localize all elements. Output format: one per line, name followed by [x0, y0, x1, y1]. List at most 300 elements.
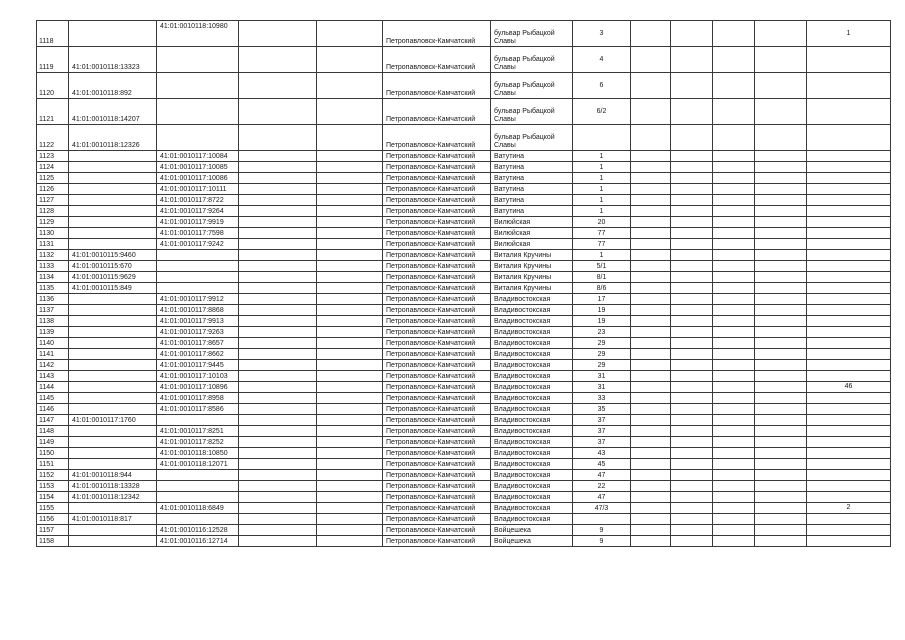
cadastral-number-cell: [69, 162, 157, 173]
empty-cell: [755, 99, 807, 125]
street-cell: Ватутина: [491, 151, 573, 162]
house-number-cell: 19: [573, 305, 631, 316]
cadastral-number-cell: [69, 426, 157, 437]
empty-cell: [631, 481, 671, 492]
city-cell: Петропавловск-Камчатский: [383, 448, 491, 459]
empty-cell: [317, 217, 383, 228]
empty-cell: [671, 437, 713, 448]
empty-cell: [239, 492, 317, 503]
empty-cell: [631, 393, 671, 404]
building-cadastral-number-cell: 41:01:0010117:8662: [157, 349, 239, 360]
table-row: [37, 360, 891, 371]
empty-cell: [713, 481, 755, 492]
empty-cell: [239, 239, 317, 250]
cadastral-number-cell: [69, 294, 157, 305]
street-cell: Виталия Кручины: [491, 261, 573, 272]
empty-cell: [755, 283, 807, 294]
empty-cell: [239, 437, 317, 448]
empty-cell: [755, 525, 807, 536]
row-number-cell: 1130: [37, 228, 69, 239]
street-cell: Владивостокская: [491, 327, 573, 338]
empty-cell: [713, 195, 755, 206]
empty-cell: [631, 459, 671, 470]
empty-cell: [755, 125, 807, 151]
street-cell: Владивостокская: [491, 404, 573, 415]
street-cell: бульвар Рыбацкой Славы: [491, 21, 573, 47]
empty-cell: [713, 426, 755, 437]
empty-cell: [317, 393, 383, 404]
street-cell: Владивостокская: [491, 305, 573, 316]
empty-cell: [631, 492, 671, 503]
table-row: [37, 125, 891, 151]
building-cadastral-number-cell: 41:01:0010117:8586: [157, 404, 239, 415]
empty-cell: [755, 393, 807, 404]
row-number-cell: 1125: [37, 173, 69, 184]
cadastral-number-cell: [69, 525, 157, 536]
row-number-cell: 1140: [37, 338, 69, 349]
building-cadastral-number-cell: 41:01:0010117:10084: [157, 151, 239, 162]
empty-cell: [239, 272, 317, 283]
house-number-cell: 47: [573, 492, 631, 503]
extra-value-cell: [807, 492, 891, 503]
table-row: [37, 162, 891, 173]
street-cell: Владивостокская: [491, 459, 573, 470]
cadastral-number-cell: [69, 404, 157, 415]
empty-cell: [631, 125, 671, 151]
house-number-cell: 17: [573, 294, 631, 305]
house-number-cell: 37: [573, 426, 631, 437]
cadastral-number-cell: [69, 448, 157, 459]
cadastral-number-cell: [69, 151, 157, 162]
empty-cell: [671, 162, 713, 173]
building-cadastral-number-cell: [157, 514, 239, 525]
extra-value-cell: 46: [807, 382, 891, 393]
building-cadastral-number-cell: 41:01:0010117:9912: [157, 294, 239, 305]
table-row: [37, 184, 891, 195]
empty-cell: [239, 184, 317, 195]
cadastral-number-cell: 41:01:0010118:892: [69, 73, 157, 99]
row-number-cell: 1153: [37, 481, 69, 492]
empty-cell: [631, 73, 671, 99]
empty-cell: [631, 272, 671, 283]
house-number-cell: 31: [573, 382, 631, 393]
building-cadastral-number-cell: 41:01:0010117:10896: [157, 382, 239, 393]
street-cell: Владивостокская: [491, 481, 573, 492]
row-number-cell: 1129: [37, 217, 69, 228]
empty-cell: [239, 360, 317, 371]
empty-cell: [239, 404, 317, 415]
row-number-cell: 1134: [37, 272, 69, 283]
cadastral-number-cell: 41:01:0010115:9460: [69, 250, 157, 261]
extra-value-cell: [807, 250, 891, 261]
empty-cell: [317, 382, 383, 393]
empty-cell: [631, 217, 671, 228]
empty-cell: [671, 184, 713, 195]
house-number-cell: 23: [573, 327, 631, 338]
city-cell: Петропавловск-Камчатский: [383, 327, 491, 338]
empty-cell: [239, 470, 317, 481]
building-cadastral-number-cell: 41:01:0010117:8722: [157, 195, 239, 206]
table-row: [37, 305, 891, 316]
street-cell: Ватутина: [491, 162, 573, 173]
street-cell: Владивостокская: [491, 338, 573, 349]
street-cell: Владивостокская: [491, 360, 573, 371]
house-number-cell: 1: [573, 250, 631, 261]
extra-value-cell: [807, 305, 891, 316]
city-cell: Петропавловск-Камчатский: [383, 162, 491, 173]
cadastral-number-cell: [69, 371, 157, 382]
empty-cell: [317, 261, 383, 272]
city-cell: Петропавловск-Камчатский: [383, 404, 491, 415]
street-cell: Ватутина: [491, 206, 573, 217]
extra-value-cell: [807, 514, 891, 525]
cadastral-number-cell: [69, 536, 157, 547]
row-number-cell: 1143: [37, 371, 69, 382]
city-cell: Петропавловск-Камчатский: [383, 239, 491, 250]
house-number-cell: 20: [573, 217, 631, 228]
empty-cell: [317, 173, 383, 184]
row-number-cell: 1119: [37, 47, 69, 73]
empty-cell: [713, 514, 755, 525]
empty-cell: [713, 382, 755, 393]
empty-cell: [713, 371, 755, 382]
table-row: [37, 525, 891, 536]
empty-cell: [239, 481, 317, 492]
empty-cell: [671, 448, 713, 459]
building-cadastral-number-cell: [157, 272, 239, 283]
table-row: [37, 393, 891, 404]
empty-cell: [713, 173, 755, 184]
empty-cell: [671, 404, 713, 415]
empty-cell: [631, 448, 671, 459]
empty-cell: [239, 305, 317, 316]
empty-cell: [713, 250, 755, 261]
empty-cell: [239, 217, 317, 228]
empty-cell: [631, 316, 671, 327]
extra-value-cell: [807, 536, 891, 547]
table-row: [37, 382, 891, 393]
empty-cell: [631, 470, 671, 481]
empty-cell: [713, 47, 755, 73]
empty-cell: [239, 393, 317, 404]
city-cell: Петропавловск-Камчатский: [383, 371, 491, 382]
row-number-cell: 1127: [37, 195, 69, 206]
empty-cell: [713, 415, 755, 426]
house-number-cell: 8/6: [573, 283, 631, 294]
row-number-cell: 1132: [37, 250, 69, 261]
empty-cell: [317, 360, 383, 371]
empty-cell: [671, 393, 713, 404]
empty-cell: [671, 99, 713, 125]
extra-value-cell: [807, 481, 891, 492]
empty-cell: [631, 151, 671, 162]
empty-cell: [671, 73, 713, 99]
building-cadastral-number-cell: [157, 250, 239, 261]
empty-cell: [713, 162, 755, 173]
empty-cell: [671, 338, 713, 349]
empty-cell: [755, 250, 807, 261]
table-row: [37, 536, 891, 547]
building-cadastral-number-cell: 41:01:0010117:8251: [157, 426, 239, 437]
empty-cell: [713, 492, 755, 503]
street-cell: Владивостокская: [491, 294, 573, 305]
house-number-cell: 29: [573, 360, 631, 371]
extra-value-cell: [807, 125, 891, 151]
cadastral-number-cell: [69, 184, 157, 195]
empty-cell: [239, 294, 317, 305]
row-number-cell: 1154: [37, 492, 69, 503]
empty-cell: [713, 206, 755, 217]
empty-cell: [713, 184, 755, 195]
city-cell: Петропавловск-Камчатский: [383, 73, 491, 99]
empty-cell: [317, 73, 383, 99]
empty-cell: [713, 305, 755, 316]
cadastral-number-cell: [69, 327, 157, 338]
empty-cell: [713, 404, 755, 415]
house-number-cell: 1: [573, 184, 631, 195]
city-cell: Петропавловск-Камчатский: [383, 21, 491, 47]
empty-cell: [713, 272, 755, 283]
cadastral-number-cell: [69, 503, 157, 514]
extra-value-cell: [807, 184, 891, 195]
empty-cell: [755, 349, 807, 360]
extra-value-cell: [807, 195, 891, 206]
cadastral-number-cell: [69, 21, 157, 47]
extra-value-cell: [807, 272, 891, 283]
house-number-cell: 5/1: [573, 261, 631, 272]
city-cell: Петропавловск-Камчатский: [383, 206, 491, 217]
street-cell: Ватутина: [491, 184, 573, 195]
house-number-cell: 19: [573, 316, 631, 327]
empty-cell: [671, 525, 713, 536]
row-number-cell: 1151: [37, 459, 69, 470]
city-cell: Петропавловск-Камчатский: [383, 525, 491, 536]
empty-cell: [755, 360, 807, 371]
empty-cell: [713, 536, 755, 547]
extra-value-cell: [807, 173, 891, 184]
empty-cell: [631, 503, 671, 514]
empty-cell: [755, 47, 807, 73]
empty-cell: [713, 437, 755, 448]
empty-cell: [317, 305, 383, 316]
empty-cell: [317, 184, 383, 195]
empty-cell: [317, 327, 383, 338]
empty-cell: [713, 503, 755, 514]
city-cell: Петропавловск-Камчатский: [383, 151, 491, 162]
empty-cell: [713, 349, 755, 360]
table-row: [37, 459, 891, 470]
table-row: [37, 151, 891, 162]
street-cell: бульвар Рыбацкой Славы: [491, 125, 573, 151]
empty-cell: [631, 162, 671, 173]
empty-cell: [671, 272, 713, 283]
extra-value-cell: [807, 316, 891, 327]
cadastral-number-cell: 41:01:0010117:1760: [69, 415, 157, 426]
street-cell: бульвар Рыбацкой Славы: [491, 73, 573, 99]
building-cadastral-number-cell: [157, 125, 239, 151]
row-number-cell: 1144: [37, 382, 69, 393]
cadastral-number-cell: [69, 173, 157, 184]
empty-cell: [671, 514, 713, 525]
empty-cell: [671, 294, 713, 305]
empty-cell: [239, 73, 317, 99]
building-cadastral-number-cell: 41:01:0010117:9445: [157, 360, 239, 371]
street-cell: Владивостокская: [491, 371, 573, 382]
street-cell: Владивостокская: [491, 415, 573, 426]
empty-cell: [239, 525, 317, 536]
empty-cell: [671, 382, 713, 393]
house-number-cell: 1: [573, 151, 631, 162]
empty-cell: [317, 162, 383, 173]
empty-cell: [317, 239, 383, 250]
empty-cell: [239, 47, 317, 73]
extra-value-cell: [807, 217, 891, 228]
empty-cell: [671, 21, 713, 47]
empty-cell: [317, 459, 383, 470]
row-number-cell: 1152: [37, 470, 69, 481]
row-number-cell: 1136: [37, 294, 69, 305]
city-cell: Петропавловск-Камчатский: [383, 536, 491, 547]
empty-cell: [755, 316, 807, 327]
extra-value-cell: [807, 294, 891, 305]
building-cadastral-number-cell: 41:01:0010118:10980: [157, 21, 239, 47]
city-cell: Петропавловск-Камчатский: [383, 272, 491, 283]
building-cadastral-number-cell: [157, 481, 239, 492]
empty-cell: [317, 514, 383, 525]
street-cell: Ватутина: [491, 173, 573, 184]
house-number-cell: 1: [573, 195, 631, 206]
empty-cell: [239, 448, 317, 459]
city-cell: Петропавловск-Камчатский: [383, 349, 491, 360]
row-number-cell: 1123: [37, 151, 69, 162]
empty-cell: [317, 536, 383, 547]
empty-cell: [671, 217, 713, 228]
empty-cell: [239, 21, 317, 47]
row-number-cell: 1139: [37, 327, 69, 338]
empty-cell: [671, 327, 713, 338]
building-cadastral-number-cell: 41:01:0010117:10086: [157, 173, 239, 184]
row-number-cell: 1146: [37, 404, 69, 415]
house-number-cell: 35: [573, 404, 631, 415]
extra-value-cell: [807, 404, 891, 415]
building-cadastral-number-cell: 41:01:0010117:10085: [157, 162, 239, 173]
empty-cell: [671, 415, 713, 426]
building-cadastral-number-cell: [157, 47, 239, 73]
house-number-cell: 8/1: [573, 272, 631, 283]
empty-cell: [317, 151, 383, 162]
row-number-cell: 1138: [37, 316, 69, 327]
empty-cell: [631, 415, 671, 426]
cadastral-number-cell: 41:01:0010115:849: [69, 283, 157, 294]
house-number-cell: 31: [573, 371, 631, 382]
building-cadastral-number-cell: 41:01:0010117:8958: [157, 393, 239, 404]
house-number-cell: 29: [573, 338, 631, 349]
empty-cell: [631, 294, 671, 305]
table-row: [37, 437, 891, 448]
table-row: [37, 316, 891, 327]
extra-value-cell: [807, 151, 891, 162]
building-cadastral-number-cell: 41:01:0010118:10850: [157, 448, 239, 459]
empty-cell: [631, 283, 671, 294]
extra-value-cell: [807, 228, 891, 239]
city-cell: Петропавловск-Камчатский: [383, 261, 491, 272]
building-cadastral-number-cell: 41:01:0010117:8868: [157, 305, 239, 316]
empty-cell: [239, 151, 317, 162]
empty-cell: [317, 525, 383, 536]
cadastral-number-cell: [69, 239, 157, 250]
house-number-cell: [573, 125, 631, 151]
street-cell: Владивостокская: [491, 470, 573, 481]
city-cell: Петропавловск-Камчатский: [383, 503, 491, 514]
empty-cell: [631, 514, 671, 525]
empty-cell: [755, 536, 807, 547]
empty-cell: [755, 503, 807, 514]
empty-cell: [317, 228, 383, 239]
house-number-cell: 1: [573, 206, 631, 217]
cadastral-number-cell: [69, 437, 157, 448]
empty-cell: [671, 536, 713, 547]
empty-cell: [713, 239, 755, 250]
empty-cell: [631, 382, 671, 393]
empty-cell: [239, 173, 317, 184]
building-cadastral-number-cell: [157, 470, 239, 481]
table-row: [37, 272, 891, 283]
table-row: [37, 73, 891, 99]
street-cell: Владивостокская: [491, 448, 573, 459]
empty-cell: [239, 514, 317, 525]
row-number-cell: 1148: [37, 426, 69, 437]
empty-cell: [239, 125, 317, 151]
empty-cell: [631, 47, 671, 73]
cadastral-number-cell: [69, 382, 157, 393]
extra-value-cell: [807, 371, 891, 382]
city-cell: Петропавловск-Камчатский: [383, 228, 491, 239]
extra-value-cell: [807, 448, 891, 459]
city-cell: Петропавловск-Камчатский: [383, 481, 491, 492]
empty-cell: [755, 481, 807, 492]
empty-cell: [317, 404, 383, 415]
building-cadastral-number-cell: 41:01:0010117:9919: [157, 217, 239, 228]
house-number-cell: 43: [573, 448, 631, 459]
cadastral-number-cell: 41:01:0010118:817: [69, 514, 157, 525]
house-number-cell: 9: [573, 536, 631, 547]
cadastral-number-cell: [69, 360, 157, 371]
building-cadastral-number-cell: 41:01:0010118:6849: [157, 503, 239, 514]
empty-cell: [671, 481, 713, 492]
extra-value-cell: 2: [807, 503, 891, 514]
building-cadastral-number-cell: 41:01:0010117:9264: [157, 206, 239, 217]
table-row: [37, 99, 891, 125]
street-cell: Владивостокская: [491, 514, 573, 525]
empty-cell: [713, 151, 755, 162]
house-number-cell: [573, 514, 631, 525]
empty-cell: [317, 294, 383, 305]
extra-value-cell: 1: [807, 21, 891, 47]
street-cell: Владивостокская: [491, 382, 573, 393]
table-row: [37, 481, 891, 492]
table-body: [37, 21, 891, 547]
row-number-cell: 1155: [37, 503, 69, 514]
empty-cell: [755, 294, 807, 305]
empty-cell: [631, 195, 671, 206]
empty-cell: [671, 47, 713, 73]
empty-cell: [239, 99, 317, 125]
empty-cell: [671, 195, 713, 206]
building-cadastral-number-cell: 41:01:0010117:9263: [157, 327, 239, 338]
empty-cell: [713, 470, 755, 481]
row-number-cell: 1128: [37, 206, 69, 217]
empty-cell: [239, 316, 317, 327]
